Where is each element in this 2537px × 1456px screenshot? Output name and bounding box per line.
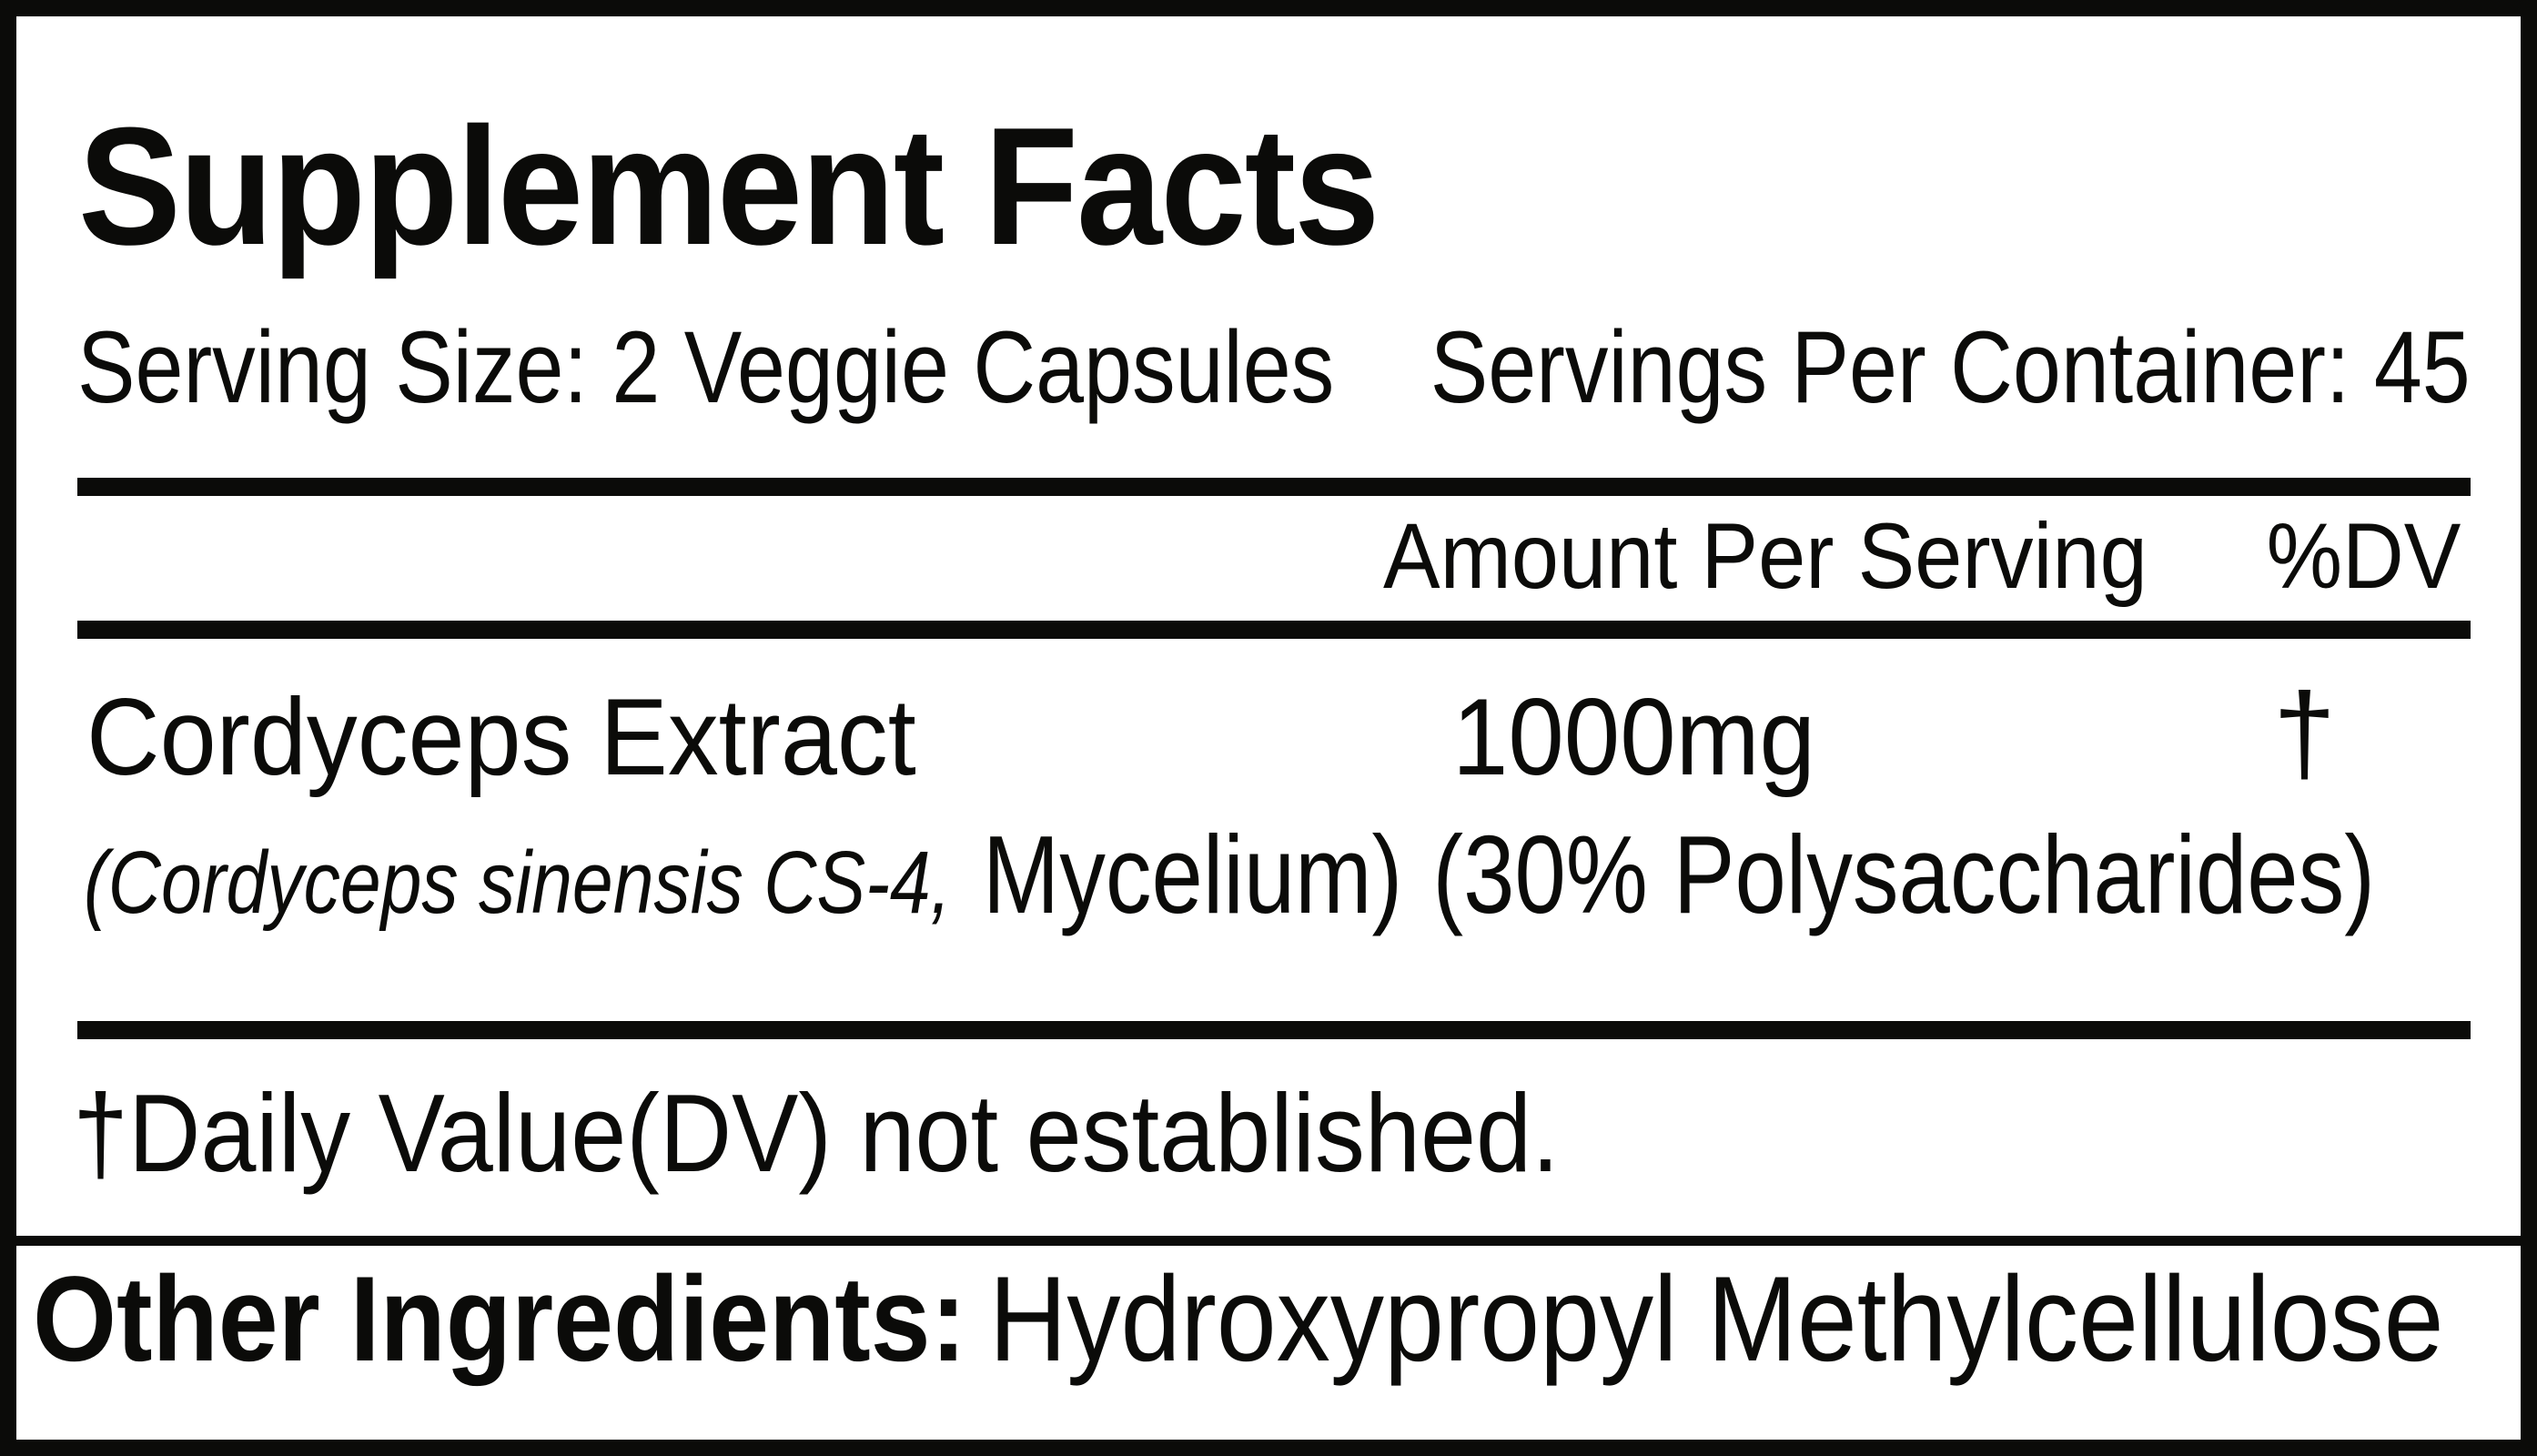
rule-top: [77, 478, 2471, 496]
label-title: Supplement Facts: [78, 92, 1379, 279]
rule-row-bottom: [77, 1021, 2471, 1039]
ingredient-name: Cordyceps Extract: [86, 676, 916, 798]
other-ingredients-label: Other Ingredients:: [33, 1252, 966, 1387]
servings-per-container-text: Servings Per Container: 45: [1430, 310, 2471, 424]
other-ingredients-divider: [0, 1236, 2537, 1246]
ingredient-detail-part: Mycelium): [982, 813, 1403, 936]
ingredient-detail-line: [84, 813, 2375, 936]
other-ingredients-value: Hydroxypropyl Methylcellulose: [988, 1252, 2444, 1387]
ingredient-detail-standardization: (30% Polysaccharides): [1432, 813, 2375, 936]
ingredient-detail-botanical: (Cordyceps sinensis CS-4,: [84, 833, 952, 932]
other-ingredients-line: [33, 1252, 2444, 1387]
daily-value-footnote: †Daily Value(DV) not established.: [73, 1071, 1560, 1195]
rule-header-bottom: [77, 621, 2471, 639]
ingredient-amount: 1000mg: [1452, 676, 1815, 798]
ingredient-dv-dagger: †: [2273, 671, 2336, 796]
serving-size-text: Serving Size: 2 Veggie Capsules: [77, 310, 1335, 424]
amount-per-serving-header: Amount Per Serving: [1383, 504, 2148, 608]
percent-dv-header: %DV: [2266, 504, 2461, 608]
